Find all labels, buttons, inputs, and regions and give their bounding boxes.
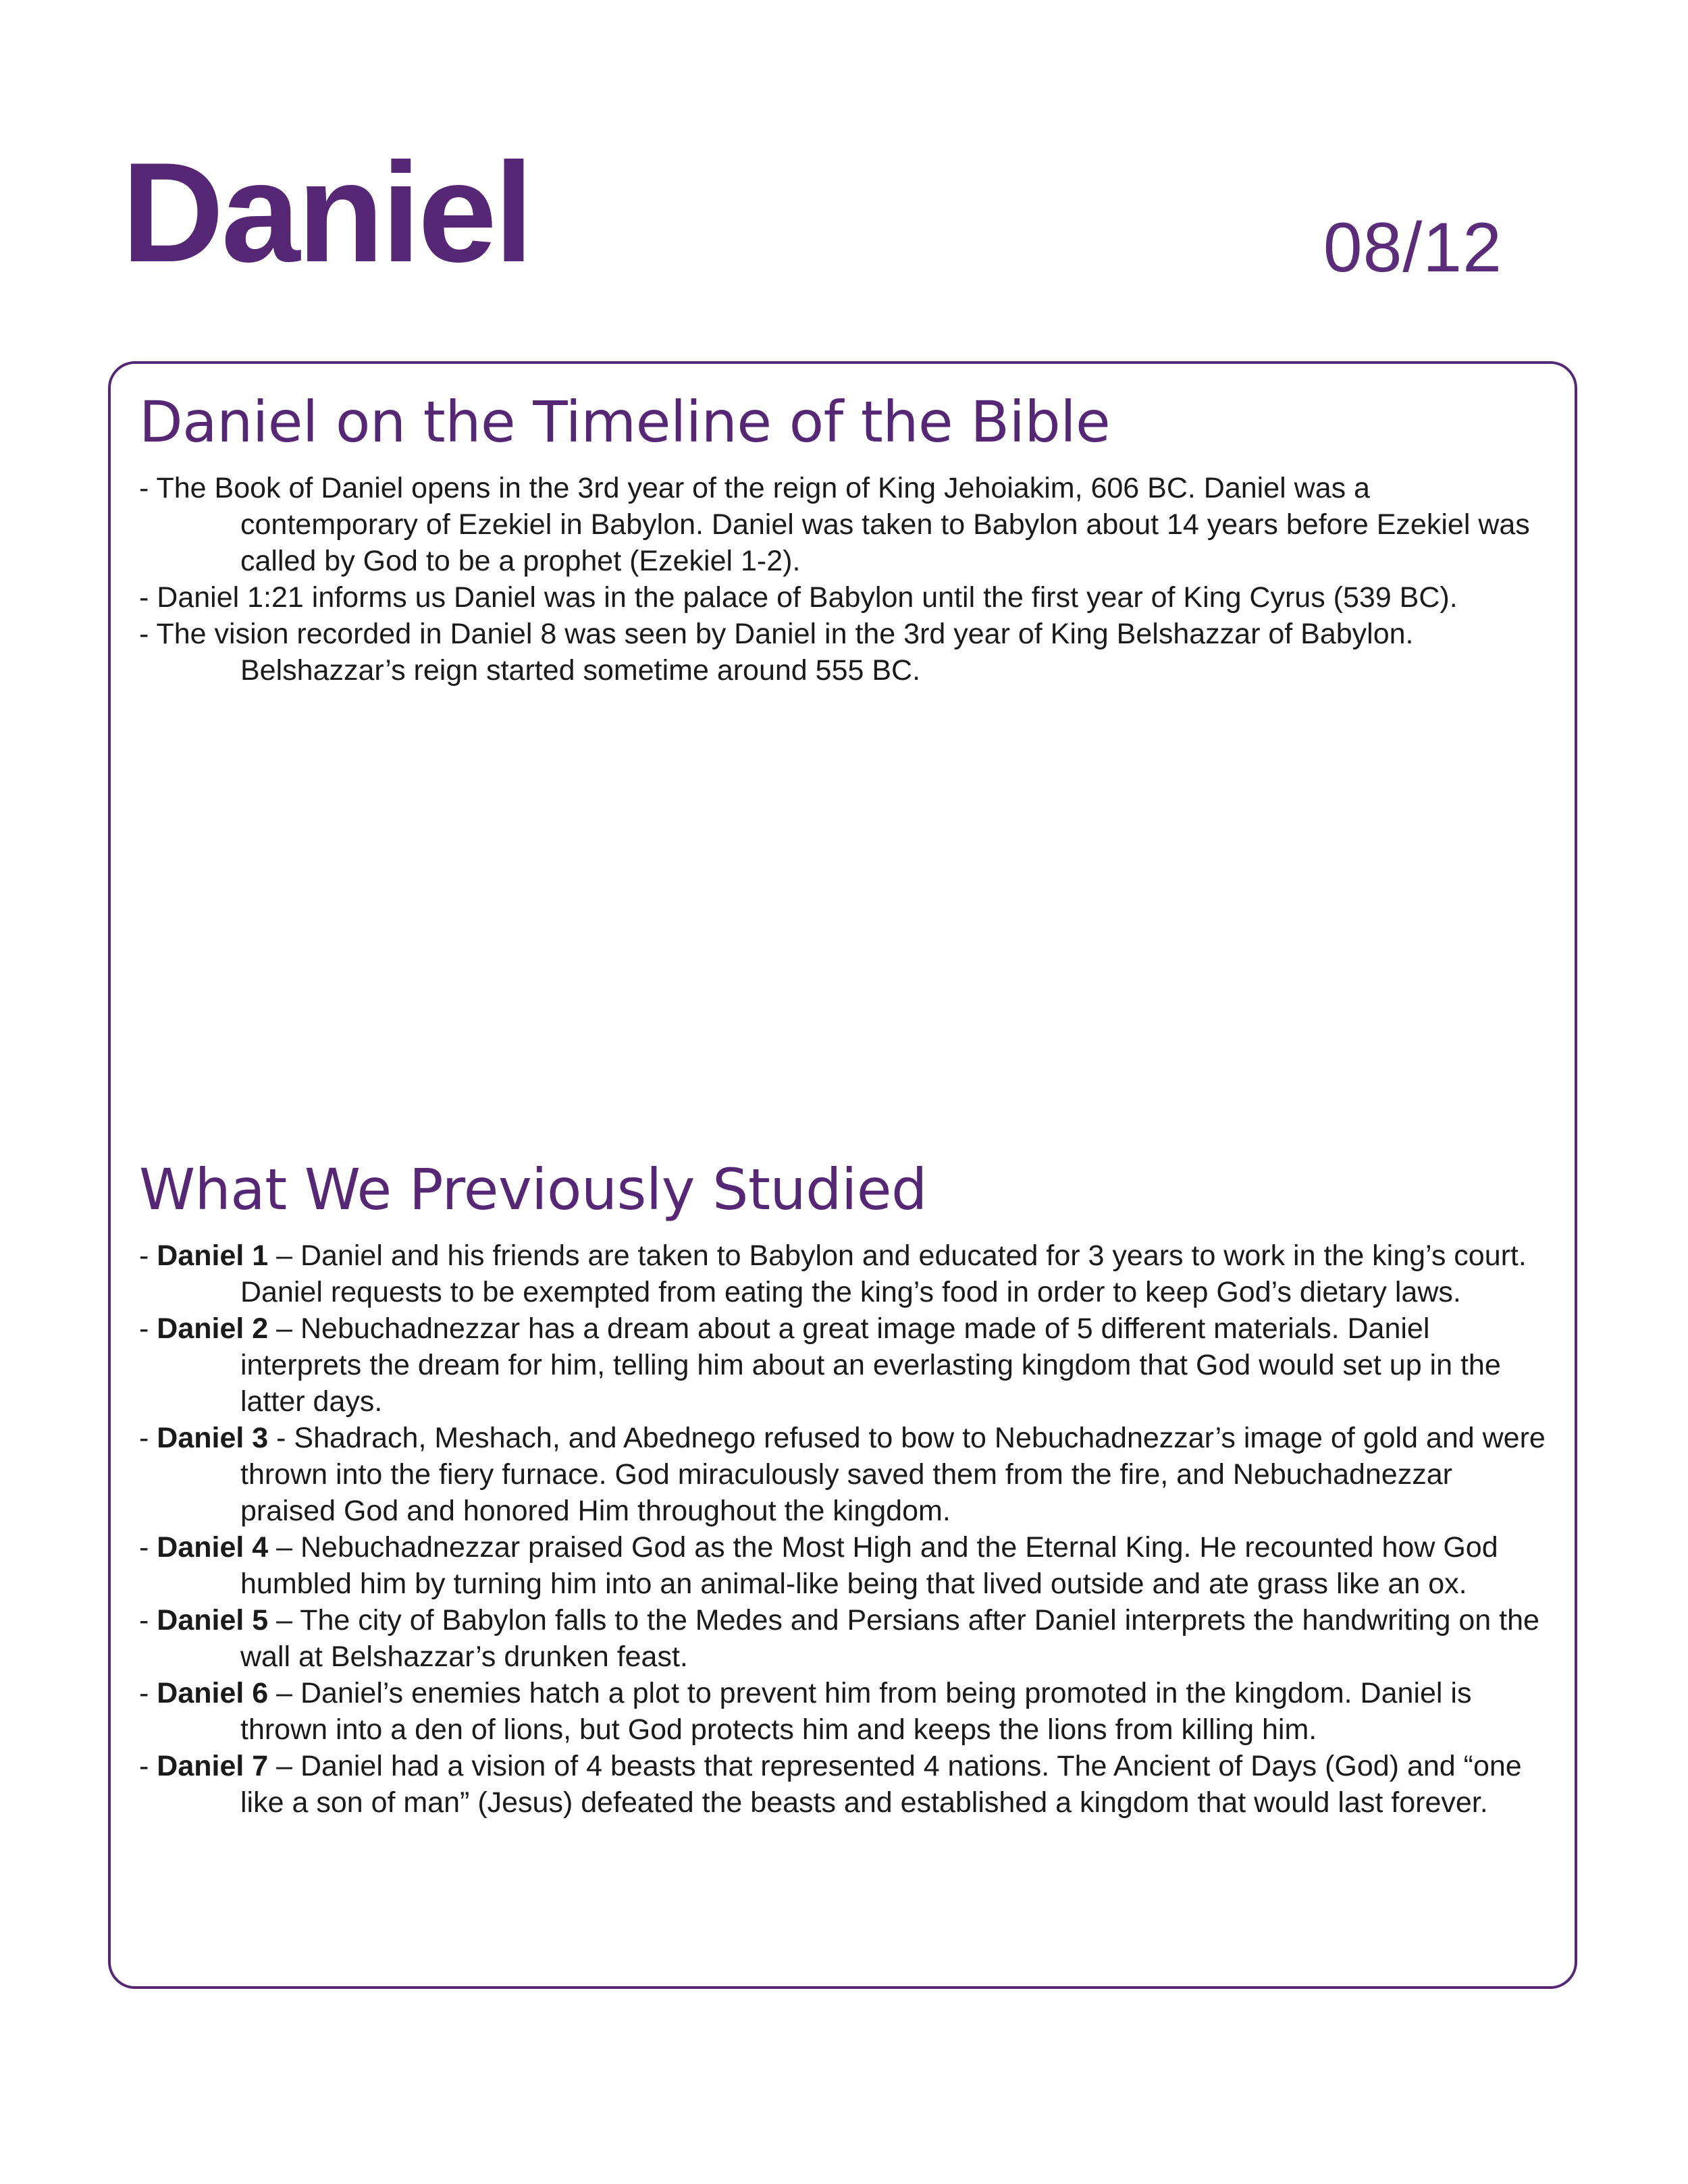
list-item [139, 470, 1546, 579]
page-title: Daniel [122, 133, 531, 292]
bullet-text: The Book of Daniel opens in the 3rd year of the reign of King Jehoiakim, 606 BC. Daniel was a contemporary of Ezekiel in Babylon. Daniel was taken to Babylon about 14 years before Ezekiel was called by God to be a prophet (Ezekiel 1-2). [156, 471, 1530, 577]
bullet-text: - Shadrach, Meshach, and Abednego refused to bow to Nebuchadnezzar’s image of gold and were thrown into the fiery furnace. God miraculously saved them from the fire, and Nebuchadnezzar praised God and honored Him throughout the kingdom. [240, 1421, 1546, 1527]
list-item [139, 1420, 1546, 1529]
bullet-dash: - [139, 1749, 157, 1782]
bullet-dash: - [139, 617, 157, 650]
bullet-text: The vision recorded in Daniel 8 was seen by Daniel in the 3rd year of King Belshazzar of Babylon. Belshazzar’s reign started sometime around 555 BC. [156, 617, 1414, 687]
bullet-dash: - [139, 1676, 157, 1709]
bullet-text: – Nebuchadnezzar has a dream about a great image made of 5 different materials. Daniel interprets the dream for him, telling him about an everlasting kingdom that God would set up in the latter days. [240, 1312, 1501, 1418]
bullet-dash: - [139, 1421, 157, 1454]
bullet-text: – Daniel had a vision of 4 beasts that represented 4 nations. The Ancient of Days (God) and “one like a son of man” (Jesus) defeated the beasts and established a kingdom that would last forever. [240, 1749, 1522, 1819]
bullet-text: – The city of Babylon falls to the Medes and Persians after Daniel interprets the handwriting on the wall at Belshazzar’s drunken feast. [240, 1603, 1539, 1673]
list-item [139, 1310, 1546, 1420]
timeline-list [139, 470, 1546, 689]
previous-study-list [139, 1237, 1546, 1821]
bullet-dash: - [139, 1312, 157, 1345]
chapter-label: Daniel 4 [157, 1530, 269, 1564]
previous-study-heading: What We Previously Studied [139, 1156, 927, 1223]
chapter-label: Daniel 5 [157, 1603, 269, 1636]
list-item [139, 1748, 1546, 1821]
previous-study-section [139, 1157, 1546, 1821]
bullet-text: – Daniel’s enemies hatch a plot to prevent him from being promoted in the kingdom. Daniel is thrown into a den of lions, but God protects him and keeps the lions from killing him. [240, 1676, 1472, 1746]
list-item [139, 1529, 1546, 1602]
chapter-label: Daniel 6 [157, 1676, 269, 1709]
bullet-dash: - [139, 1603, 157, 1636]
page-number: 08/12 [1323, 209, 1502, 287]
list-item [139, 1602, 1546, 1675]
chapter-label: Daniel 3 [157, 1421, 269, 1454]
timeline-section [139, 390, 1546, 689]
content-box [108, 361, 1577, 1989]
bullet-dash: - [139, 581, 157, 614]
list-item [139, 579, 1546, 616]
chapter-label: Daniel 7 [157, 1749, 269, 1782]
timeline-heading: Daniel on the Timeline of the Bible [139, 389, 1111, 455]
list-item [139, 616, 1546, 689]
bullet-dash: - [139, 1530, 157, 1564]
chapter-label: Daniel 2 [157, 1312, 269, 1345]
list-item [139, 1237, 1546, 1310]
bullet-text: – Daniel and his friends are taken to Babylon and educated for 3 years to work in the king’s court. Daniel requests to be exempted from eating the king’s food in order to keep God’s dietary laws. [240, 1239, 1527, 1308]
list-item [139, 1675, 1546, 1748]
chapter-label: Daniel 1 [157, 1239, 269, 1272]
bullet-dash: - [139, 1239, 157, 1272]
bullet-dash: - [139, 471, 157, 504]
bullet-text: – Nebuchadnezzar praised God as the Most High and the Eternal King. He recounted how God humbled him by turning him into an animal-like being that lived outside and ate grass like an ox. [240, 1530, 1498, 1600]
bullet-text: Daniel 1:21 informs us Daniel was in the palace of Babylon until the first year of King Cyrus (539 BC). [157, 581, 1458, 614]
